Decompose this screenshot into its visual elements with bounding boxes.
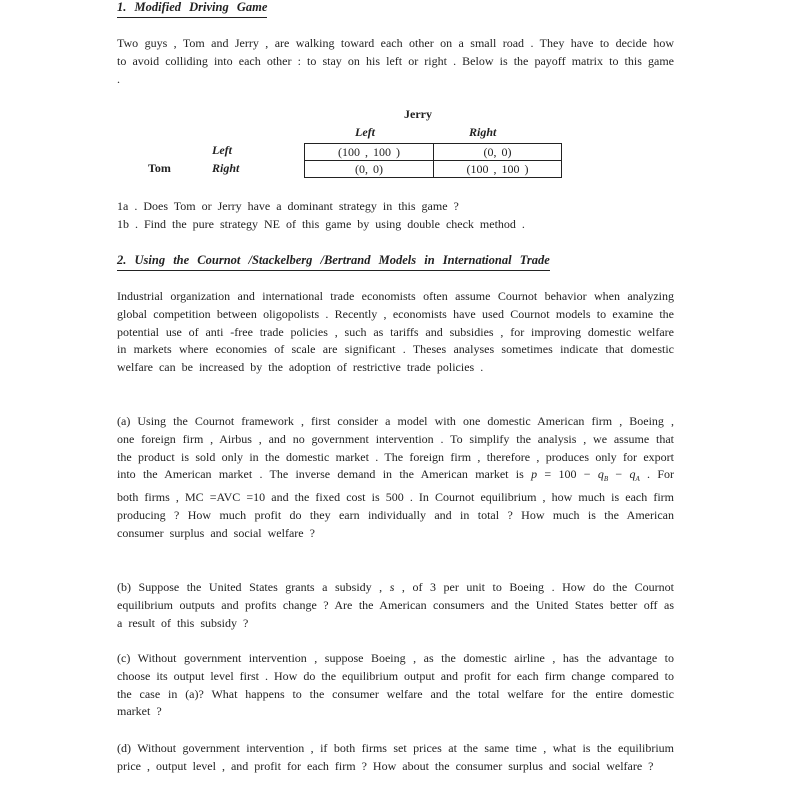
payoff-cell-left-right: (0, 0) xyxy=(434,144,562,161)
payoff-cell-right-right: (100 , 100 ) xyxy=(434,161,562,178)
part-a-text-1: (a) Using the Cournot framework , first consider a model with one domestic American firm , Boeing , one foreign firm , Airbus , and no government intervention . To simplify the analysis , we assume that the product is sold only in the domestic market . The foreign firm , therefore , produces only for export into the American market . The inverse demand in the American market is xyxy=(117,414,674,482)
payoff-row-right xyxy=(305,161,562,178)
section-1-heading: 1. Modified Driving Game xyxy=(117,0,267,18)
payoff-matrix xyxy=(304,143,562,178)
row-strategy-left: Left xyxy=(212,143,232,157)
part-c: (c) Without government intervention , suppose Boeing , as the domestic airline , has the advantage to choose its output level first . How do the equilibrium output and profit for each firm change compared to the case in (a)? What happens to the consumer welfare and the total welfare for the entire domestic market ? xyxy=(117,651,674,719)
section-2-intro: Industrial organization and international trade economists often assume Cournot behavior when analyzing global competition between oligopolists . Recently , economists have used Cournot models to examine the potential use of anti -free trade policies , such as tariffs and subsidies , for improving domestic welfare in markets where economies of scale are significant . Theses analyses sometimes indicate that domestic welfare can be increased by the adoption of restrictive trade policies . xyxy=(117,289,674,375)
row-strategy-right: Right xyxy=(212,161,240,175)
part-a-text-2: . For both firms , MC =AVC =10 and the fixed cost is 500 . In Cournot equilibrium , how much is each firm producing ? How much profit do they earn individually and in total ? How much is the American consumer surplus and social welfare ? xyxy=(117,467,674,540)
question-1a: 1a . Does Tom or Jerry have a dominant strategy in this game ? xyxy=(117,199,459,213)
column-player-label: Jerry xyxy=(404,107,432,121)
part-d: (d) Without government intervention , if both firms set prices at the same time , what is the equilibrium price , output level , and profit for each firm ? How about the consumer surplus and social welfare ? xyxy=(117,741,674,773)
payoff-cell-right-left: (0, 0) xyxy=(305,161,434,178)
section-2-heading: 2. Using the Cournot /Stackelberg /Bertrand Models in International Trade xyxy=(117,253,550,271)
payoff-row-left xyxy=(305,144,562,161)
row-player-label: Tom xyxy=(148,161,171,175)
column-strategy-right: Right xyxy=(469,125,497,139)
payoff-cell-left-left: (100 , 100 ) xyxy=(305,144,434,161)
part-b: (b) Suppose the United States grants a subsidy , s , of 3 per unit to Boeing . How do the Cournot equilibrium outputs and profits change ? Are the American consumers and the United States better off as a result of this subsidy ? xyxy=(117,580,675,630)
part-a xyxy=(117,413,674,543)
section-1-intro: Two guys , Tom and Jerry , are walking toward each other on a small road . They have to decide how to avoid colliding into each other : to stay on his left or right . Below is the payoff matrix to this game . xyxy=(117,36,674,86)
column-strategy-left: Left xyxy=(355,125,375,139)
subsidy-variable: s xyxy=(389,580,395,594)
demand-formula: $p = 100 - q_B - q_A$ xyxy=(531,467,640,484)
question-1b: 1b . Find the pure strategy NE of this game by using double check method . xyxy=(117,217,525,231)
